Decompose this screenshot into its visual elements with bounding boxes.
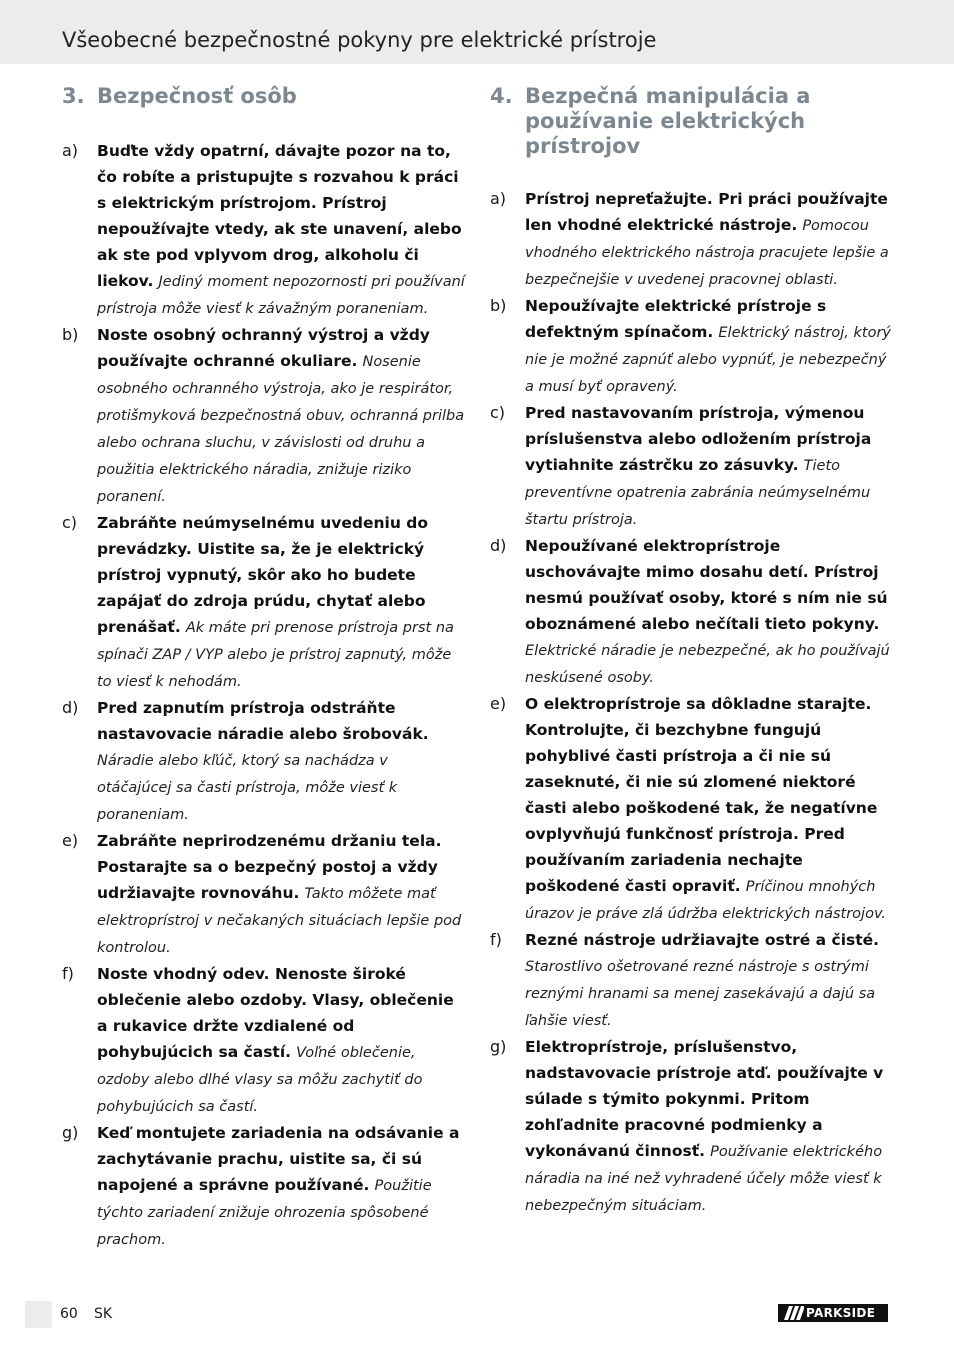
explanation-text: Takto môžete mať elektroprístroj v nečakaných situáciach lepšie pod kontrolou. [97, 886, 462, 956]
instruction-text: Pred zapnutím prístroja odstráňte nastavovacie náradie alebo šrobovák. [97, 699, 429, 743]
item-label: e) [490, 694, 507, 713]
item-body [525, 691, 892, 927]
section-number: 4. [490, 84, 513, 108]
logo-stripes-icon [780, 1304, 804, 1322]
section-tool-handling [490, 84, 892, 1219]
page-number: 60 [60, 1306, 78, 1322]
page-number-marker [25, 1301, 52, 1328]
section-personal-safety [62, 84, 466, 1253]
instruction-text: Noste vhodný odev. Nenoste široké oblečenie alebo ozdoby. Vlasy, oblečenie a rukavice držte vzdialené od pohybujúcich sa častí. [97, 965, 454, 1061]
instruction-list [490, 186, 892, 1219]
instruction-text: Nepoužívajte elektrické prístroje s defektným spínačom. [525, 297, 827, 341]
item-body [97, 695, 466, 828]
item-body [97, 961, 466, 1120]
item-body [525, 533, 892, 691]
item-body [97, 510, 466, 695]
item-body [525, 400, 892, 533]
explanation-text: Ak máte pri prenose prístroja prst na spínači ZAP / VYP alebo je prístroj zapnutý, môže to viesť k nehodám. [97, 620, 454, 690]
explanation-text: Elektrické náradie je nebezpečné, ak ho používajú neskúsené osoby. [525, 643, 890, 686]
item-body [525, 186, 892, 293]
instruction-text: Zabráňte neúmyselnému uvedeniu do prevádzky. Uistite sa, že je elektrický prístroj vypnutý, skôr ako ho budete zapájať do zdroja prúdu, chytať alebo prenášať. [97, 514, 429, 636]
section-title: Bezpečnosť osôb [97, 84, 297, 108]
instruction-item [490, 691, 892, 927]
instruction-item [490, 293, 892, 400]
section-title: Bezpečná manipulácia a používanie elektrických prístrojov [525, 84, 811, 158]
parkside-logo [778, 1304, 888, 1322]
instruction-text: Elektroprístroje, príslušenstvo, nadstavovacie prístroje atď. používajte v súlade s týmito pokynmi. Pritom zohľadnite pracovné podmienky a vykonávanú činnosť. [525, 1038, 884, 1160]
explanation-text: Tieto preventívne opatrenia zabránia neúmyselnému štartu prístroja. [525, 458, 871, 528]
item-label: b) [490, 296, 507, 315]
instruction-text: O elektroprístroje sa dôkladne starajte. Kontrolujte, či bezchybne fungujú pohyblivé časti prístroja a či nie sú zaseknuté, či nie sú zlomené niektoré časti alebo poškodené tak, že negatívne ovplyvňujú funkčnosť prístroja. Pred používaním zariadenia nechajte poškodené časti opraviť. [525, 695, 878, 895]
section-number: 3. [62, 84, 85, 108]
instruction-item [490, 186, 892, 293]
instruction-item [490, 400, 892, 533]
explanation-text: Pomocou vhodného elektrického nástroja pracujete lepšie a bezpečnejšie v uvedenej pracovnej oblasti. [525, 218, 889, 288]
item-body [97, 322, 466, 510]
item-label: g) [490, 1037, 507, 1056]
item-body [97, 138, 466, 322]
item-label: d) [490, 536, 507, 555]
explanation-text: Používanie elektrického náradia na iné než vyhradené účely môže viesť k nebezpečným situáciam. [525, 1144, 883, 1214]
instruction-text: Pred nastavovaním prístroja, výmenou príslušenstva alebo odložením prístroja vytiahnite zástrčku zo zásuvky. [525, 404, 872, 474]
item-label: e) [62, 831, 79, 850]
instruction-text: Noste osobný ochranný výstroj a vždy používajte ochranné okuliare. [97, 326, 430, 370]
item-label: c) [490, 403, 506, 422]
instruction-text: Keď montujete zariadenia na odsávanie a zachytávanie prachu, uistite sa, či sú napojené a správne používané. [97, 1124, 460, 1194]
language-code: SK [94, 1306, 113, 1322]
instruction-item [490, 533, 892, 691]
instruction-item [62, 138, 466, 322]
explanation-text: Jediný moment nepozornosti pri používaní prístroja môže viesť k závažným poraneniam. [97, 274, 465, 317]
instruction-item [490, 1034, 892, 1219]
instruction-text: Buďte vždy opatrní, dávajte pozor na to, čo robíte a pristupujte s rozvahou k práci s elektrickým prístrojom. Prístroj nepoužívajte vtedy, ak ste unavení, alebo ak ste pod vplyvom drog, alkoholu či liekov. [97, 142, 462, 290]
explanation-text: Voľné oblečenie, ozdoby alebo dlhé vlasy sa môžu zachytiť do pohybujúcich sa častí. [97, 1045, 423, 1115]
item-label: b) [62, 325, 79, 344]
explanation-text: Náradie alebo kľúč, ktorý sa nachádza v otáčajúcej sa časti prístroja, môže viesť k poraneniam. [97, 753, 398, 823]
page-header [0, 0, 954, 64]
instruction-item [62, 695, 466, 828]
instruction-item [62, 1120, 466, 1253]
instruction-text: Zabráňte neprirodzenému držaniu tela. Postarajte sa o bezpečný postoj a vždy udržiavajte rovnováhu. [97, 832, 442, 902]
item-label: a) [62, 141, 79, 160]
item-label: f) [62, 964, 74, 983]
item-label: a) [490, 189, 507, 208]
instruction-item [62, 510, 466, 695]
page-title: Všeobecné bezpečnostné pokyny pre elektrické prístroje [62, 28, 657, 52]
item-label: g) [62, 1123, 79, 1142]
explanation-text: Nosenie osobného ochranného výstroja, ako je respirátor, protišmyková bezpečnostná obuv, ochranná prilba alebo ochrana sluchu, v závislosti od druhu a použitia elektrického náradia, znižuje riziko poranení. [97, 354, 465, 505]
item-label: f) [490, 930, 502, 949]
section-heading [62, 84, 466, 109]
explanation-text: Elektrický nástroj, ktorý nie je možné zapnúť alebo vypnúť, je nebezpečný a musí byť opravený. [525, 325, 892, 395]
instruction-text: Rezné nástroje udržiavajte ostré a čisté. [525, 931, 880, 949]
item-body [525, 927, 892, 1034]
item-body [97, 828, 466, 961]
explanation-text: Použitie týchto zariadení znižuje ohrozenia spôsobené prachom. [97, 1178, 432, 1248]
item-label: c) [62, 513, 78, 532]
explanation-text: Príčinou mnohých úrazov je práve zlá údržba elektrických nástrojov. [525, 879, 886, 922]
item-body [525, 1034, 892, 1219]
item-body [525, 293, 892, 400]
instruction-item [62, 828, 466, 961]
section-heading [490, 84, 892, 159]
instruction-text: Prístroj nepreťažujte. Pri práci používajte len vhodné elektrické nástroje. [525, 190, 888, 234]
instruction-item [490, 927, 892, 1034]
instruction-list [62, 138, 466, 1253]
logo-text: PARKSIDE [806, 1306, 876, 1320]
item-body [97, 1120, 466, 1253]
instruction-item [62, 322, 466, 510]
item-label: d) [62, 698, 79, 717]
instruction-item [62, 961, 466, 1120]
explanation-text: Starostlivo ošetrované rezné nástroje s ostrými reznými hranami sa menej zasekávajú a dajú sa ľahšie viesť. [525, 959, 876, 1029]
instruction-text: Nepoužívané elektroprístroje uschovávajte mimo dosahu detí. Prístroj nesmú používať osoby, ktoré s ním nie sú oboznámené alebo nečítali tieto pokyny. [525, 537, 888, 633]
